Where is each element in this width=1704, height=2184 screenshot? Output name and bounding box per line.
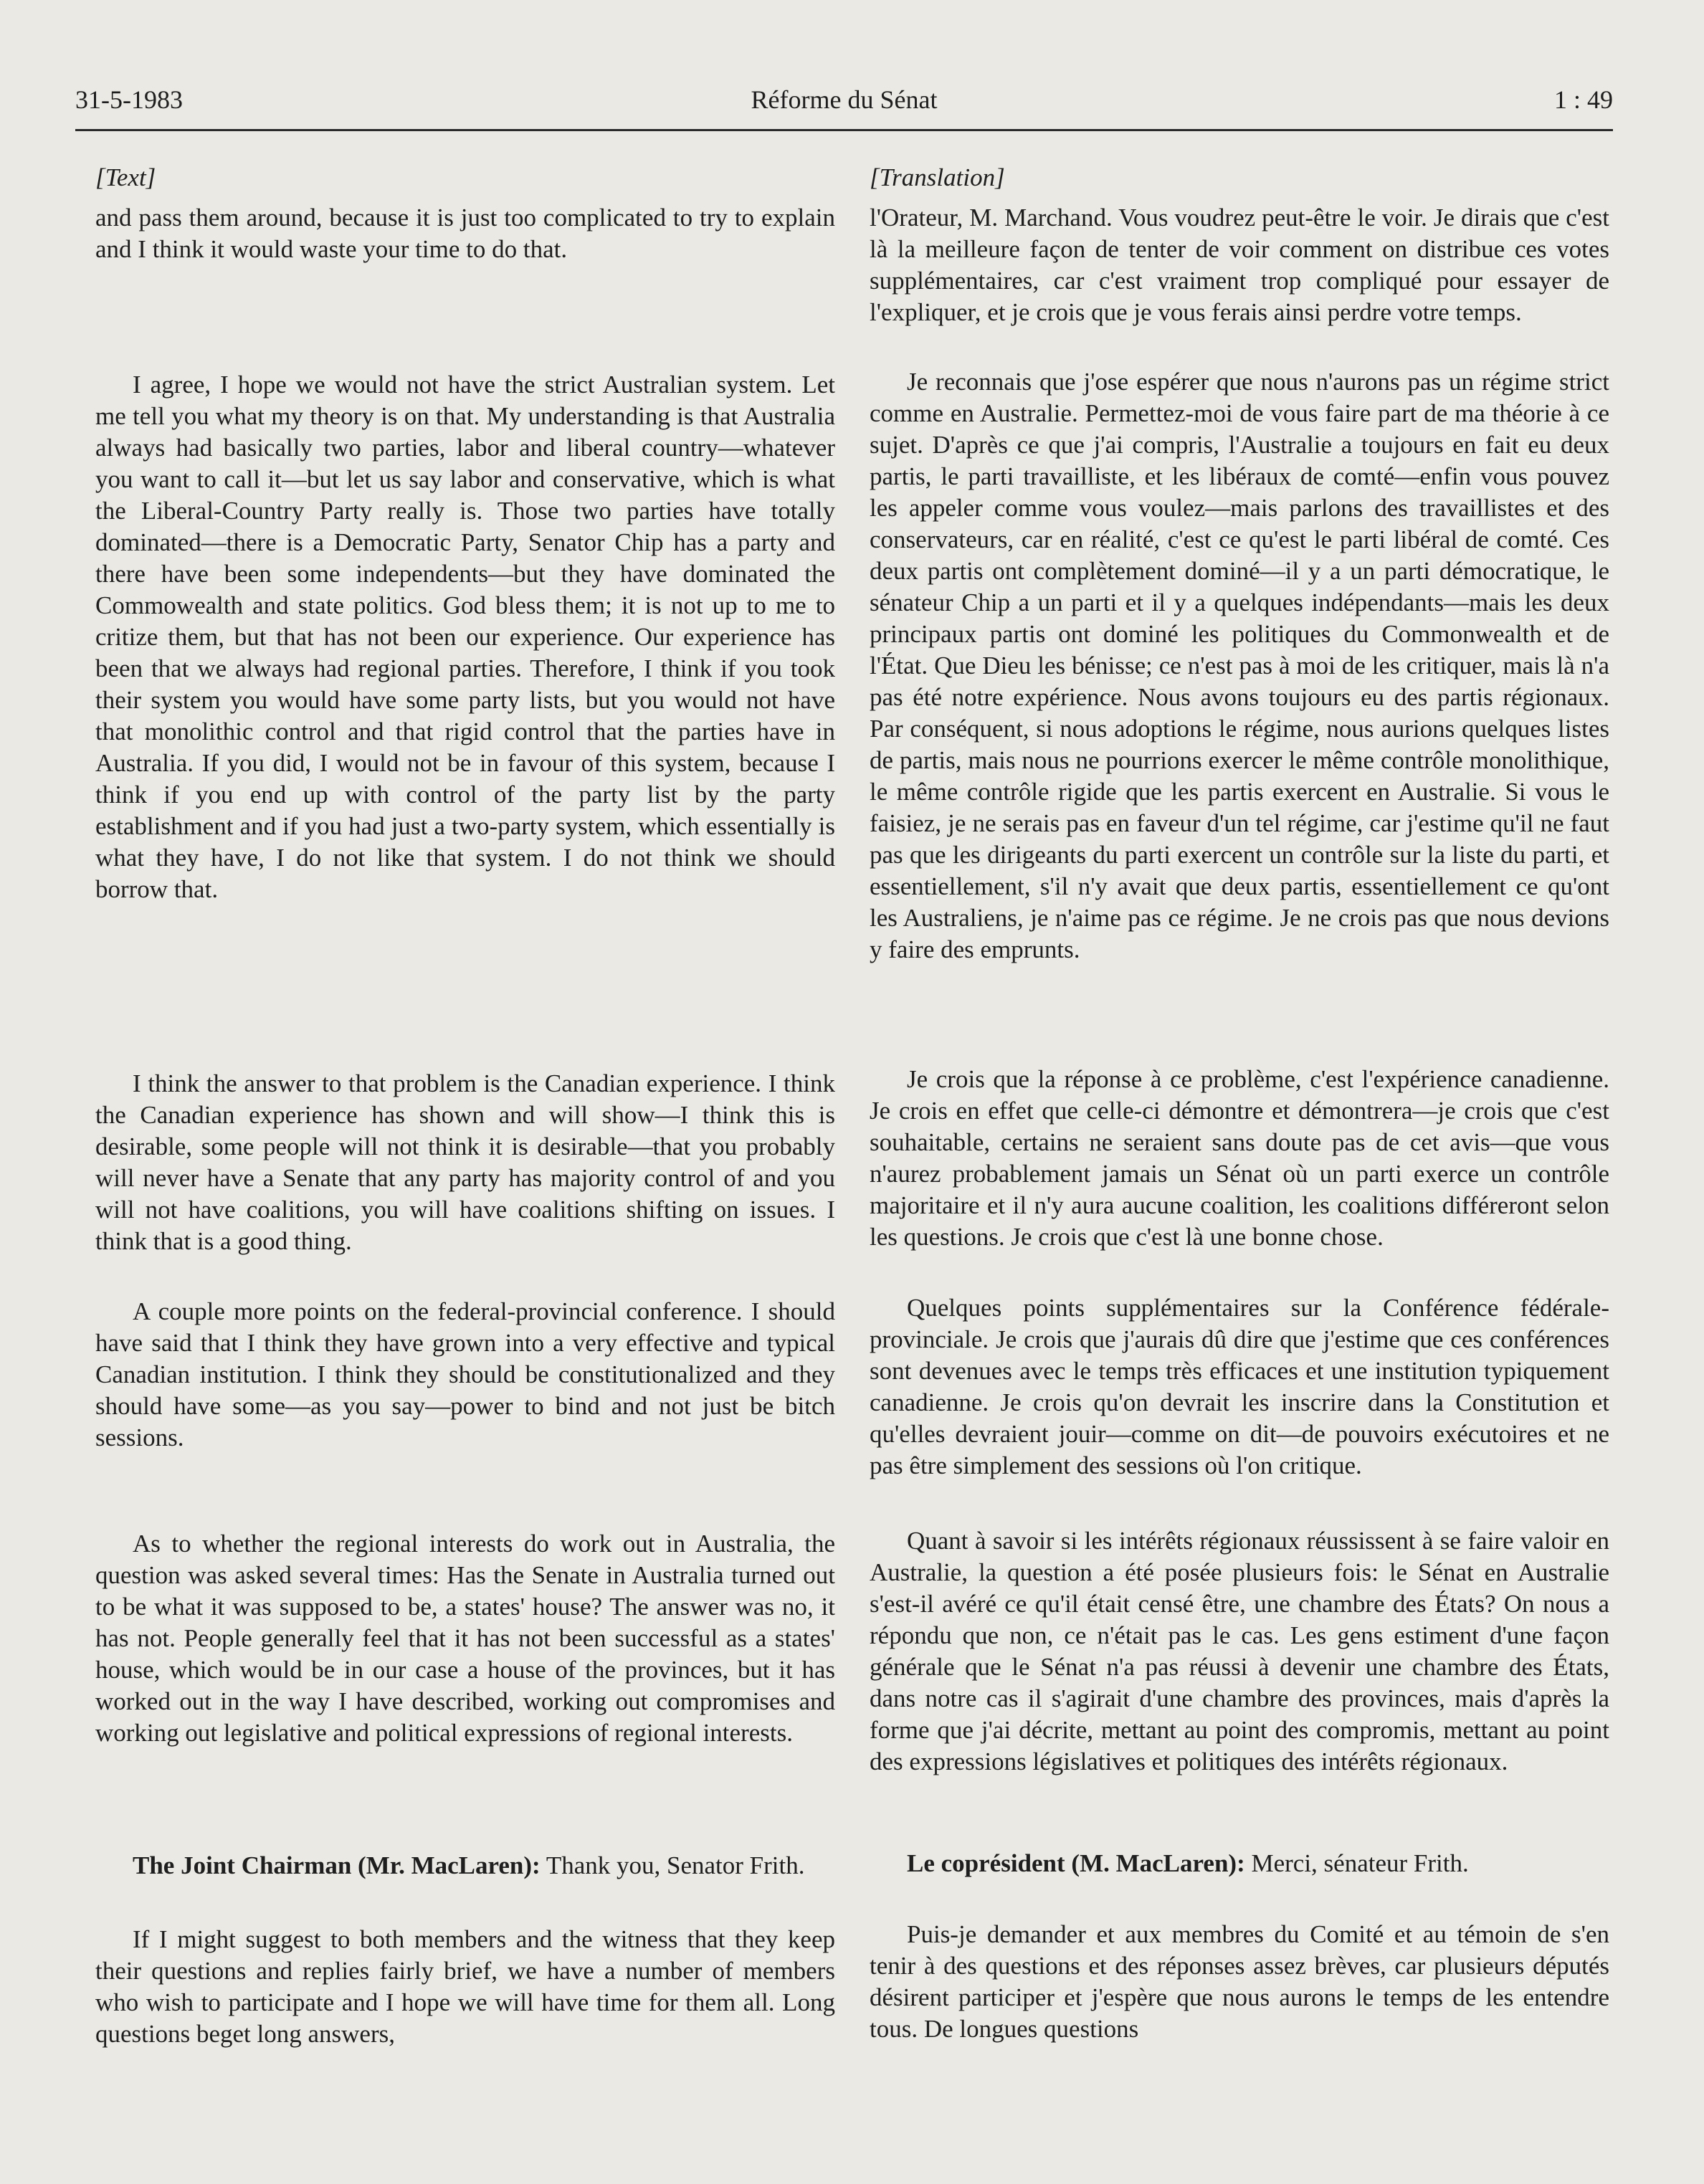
page-header: [75, 85, 1613, 131]
text-tag: [Text]: [95, 163, 156, 191]
paragraph: As to whether the regional interests do work out in Australia, the question was asked several times: Has the Senate in Australia turned out to be what it was supposed to be, a states' house? The answer was no, it has not. People generally feel that it has not been successful as a states' house, which would be in our case a house of the provinces, but it has worked out in the way I have described, working out compromises and working out legislative and political expressions of regional interests.: [95, 1530, 835, 1747]
speaker-paragraph: [870, 1848, 1609, 1879]
paragraph: I agree, I hope we would not have the strict Australian system. Let me tell you what my theory is on that. My understanding is that Australia always had basically two parties, labor and liberal country—whatever you want to call it—but let us say labor and conservative, which is what the Liberal-Country Party really is. Those two parties have totally dominated—there is a Democratic Party, Senator Chip has a party and there have been some independents—but they have dominated the Commowealth and state politics. God bless them; it is not up to me to critize them, but that has not been our experience. Our experience has been that we always had regional parties. Therefore, I think if you took their system you would have some party lists, but you would not have that monolithic control and that rigid control that the parties have in Australia. If you did, I would not be in favour of this system, because I think if you end up with control of the party list by the party establishment and if you had just a two-party system, which essentially is what they have, I do not like that system. I do not think we should borrow that.: [95, 371, 835, 903]
paragraph: and pass them around, because it is just too complicated to try to explain and I think it would waste your time to do that.: [95, 204, 835, 263]
paragraph: If I might suggest to both members and the witness that they keep their questions and replies fairly brief, we have a number of members who wish to participate and I hope we will have time for them all. Long questions beget long answers,: [95, 1925, 835, 2048]
speaker-name: Le coprésident (M. MacLaren):: [907, 1849, 1245, 1877]
paragraph: Quant à savoir si les intérêts régionaux réussissent à se faire valoir en Australie, la question a été posée plusieurs fois: le Sénat en Australie s'est-il avéré ce qu'il était censé être, une chambre des États? On nous a répondu que non, ce n'était pas le cas. Les gens estiment d'une façon générale que le Sénat n'a pas réussi à devenir une chambre des États, dans notre cas il s'agirait d'une chambre des provinces, mais d'après la forme que j'ai décrite, mettant au point des compromis, mettant au point des expressions législatives et politiques des intérêts régionaux.: [870, 1527, 1609, 1775]
paragraph: I think the answer to that problem is the Canadian experience. I think the Canadian experience has shown and will show—I think this is desirable, some people will not think it is desirable—that you probably will never have a Senate that any party has majority control of and you will not have coalitions, you will have coalitions shifting on issues. I think that is a good thing.: [95, 1069, 835, 1255]
paragraph: l'Orateur, M. Marchand. Vous voudrez peut-être le voir. Je dirais que c'est là la meilleure façon de tenter de voir comment on distribue ces votes supplémentaires, car c'est vraiment trop compliqué pour essayer de l'expliquer, et je crois que je vous ferais ainsi perdre votre temps.: [870, 204, 1609, 326]
paragraph: Quelques points supplémentaires sur la Conférence fédérale-provinciale. Je crois que j'aurais dû dire que j'estime que ces conférences sont devenues avec le temps très efficaces et une institution typiquement canadienne. Je crois qu'on devrait les inscrire dans la Constitution et qu'elles devraient jouir—comme on dit—de pouvoirs exécutoires et ne pas être simplement des sessions où l'on critique.: [870, 1294, 1609, 1479]
paragraph: Je reconnais que j'ose espérer que nous n'aurons pas un régime strict comme en Australie. Permettez-moi de vous faire part de ma théorie à ce sujet. D'après ce que j'ai compris, l'Australie a toujours en fait eu deux partis, le parti travailliste, et les libéraux de comté—enfin vous pouvez les appeler comme vous voulez—mais parlons des travaillistes et des conservateurs, car en réalité, c'est ce qu'est le parti libéral de comté. Ces deux partis ont complètement dominé—il y a un parti démocratique, le sénateur Chip a un parti et il y a quelques indépendants—mais les deux principaux partis ont dominé les politiques du Commonwealth et de l'État. Que Dieu les bénisse; ce n'est pas à moi de les critiquer, mais là n'a pas été notre expérience. Nous avons toujours eu des partis régionaux. Par conséquent, si nous adoptions le régime, nous aurions quelques listes de partis, mais nous ne pourrions exercer le même contrôle monolithique, le même contrôle rigide que les partis exercent en Australie. Si vous le faisiez, je ne serais pas en faveur d'un tel régime, car j'estime qu'il ne faut pas que les dirigeants du parti exercent un contrôle sur la liste du parti, et essentiellement, s'il n'y avait que deux partis, essentiellement ce qu'ont les Australiens, je n'aime pas ce régime. Je ne crois pas que nous devions y faire des emprunts.: [870, 368, 1609, 963]
paragraph: A couple more points on the federal-provincial conference. I should have said that I think they have grown into a very effective and typical Canadian institution. I think they should be constitutionalized and they should have some—as you say—power to bind and not just be bitch sessions.: [95, 1297, 835, 1451]
speaker-text: Thank you, Senator Frith.: [540, 1851, 805, 1879]
speaker-text: Merci, sénateur Frith.: [1244, 1849, 1469, 1877]
header-title: Réforme du Sénat: [751, 85, 938, 114]
paragraph: Puis-je demander et aux membres du Comité et au témoin de s'en tenir à des questions et des réponses assez brèves, car plusieurs députés désirent participer et j'espère que nous aurons le temps de les entendre tous. De longues questions: [870, 1920, 1609, 2043]
header-page-number: 1 : 49: [1553, 85, 1613, 114]
speaker-name: The Joint Chairman (Mr. MacLaren):: [133, 1851, 541, 1879]
translation-tag: [Translation]: [870, 163, 1005, 191]
header-date: 31-5-1983: [75, 85, 183, 114]
speaker-paragraph: [95, 1850, 835, 1882]
paragraph: Je crois que la réponse à ce problème, c'est l'expérience canadienne. Je crois en effet que celle-ci démontre et démontrera—je crois que c'est souhaitable, certains ne seraient sans doute pas de cet avis—que vous n'aurez probablement jamais un Sénat où un parti exerce un contrôle majoritaire et il n'y aura aucune coalition, les coalitions différeront selon les questions. Je crois que c'est là une bonne chose.: [870, 1065, 1609, 1251]
